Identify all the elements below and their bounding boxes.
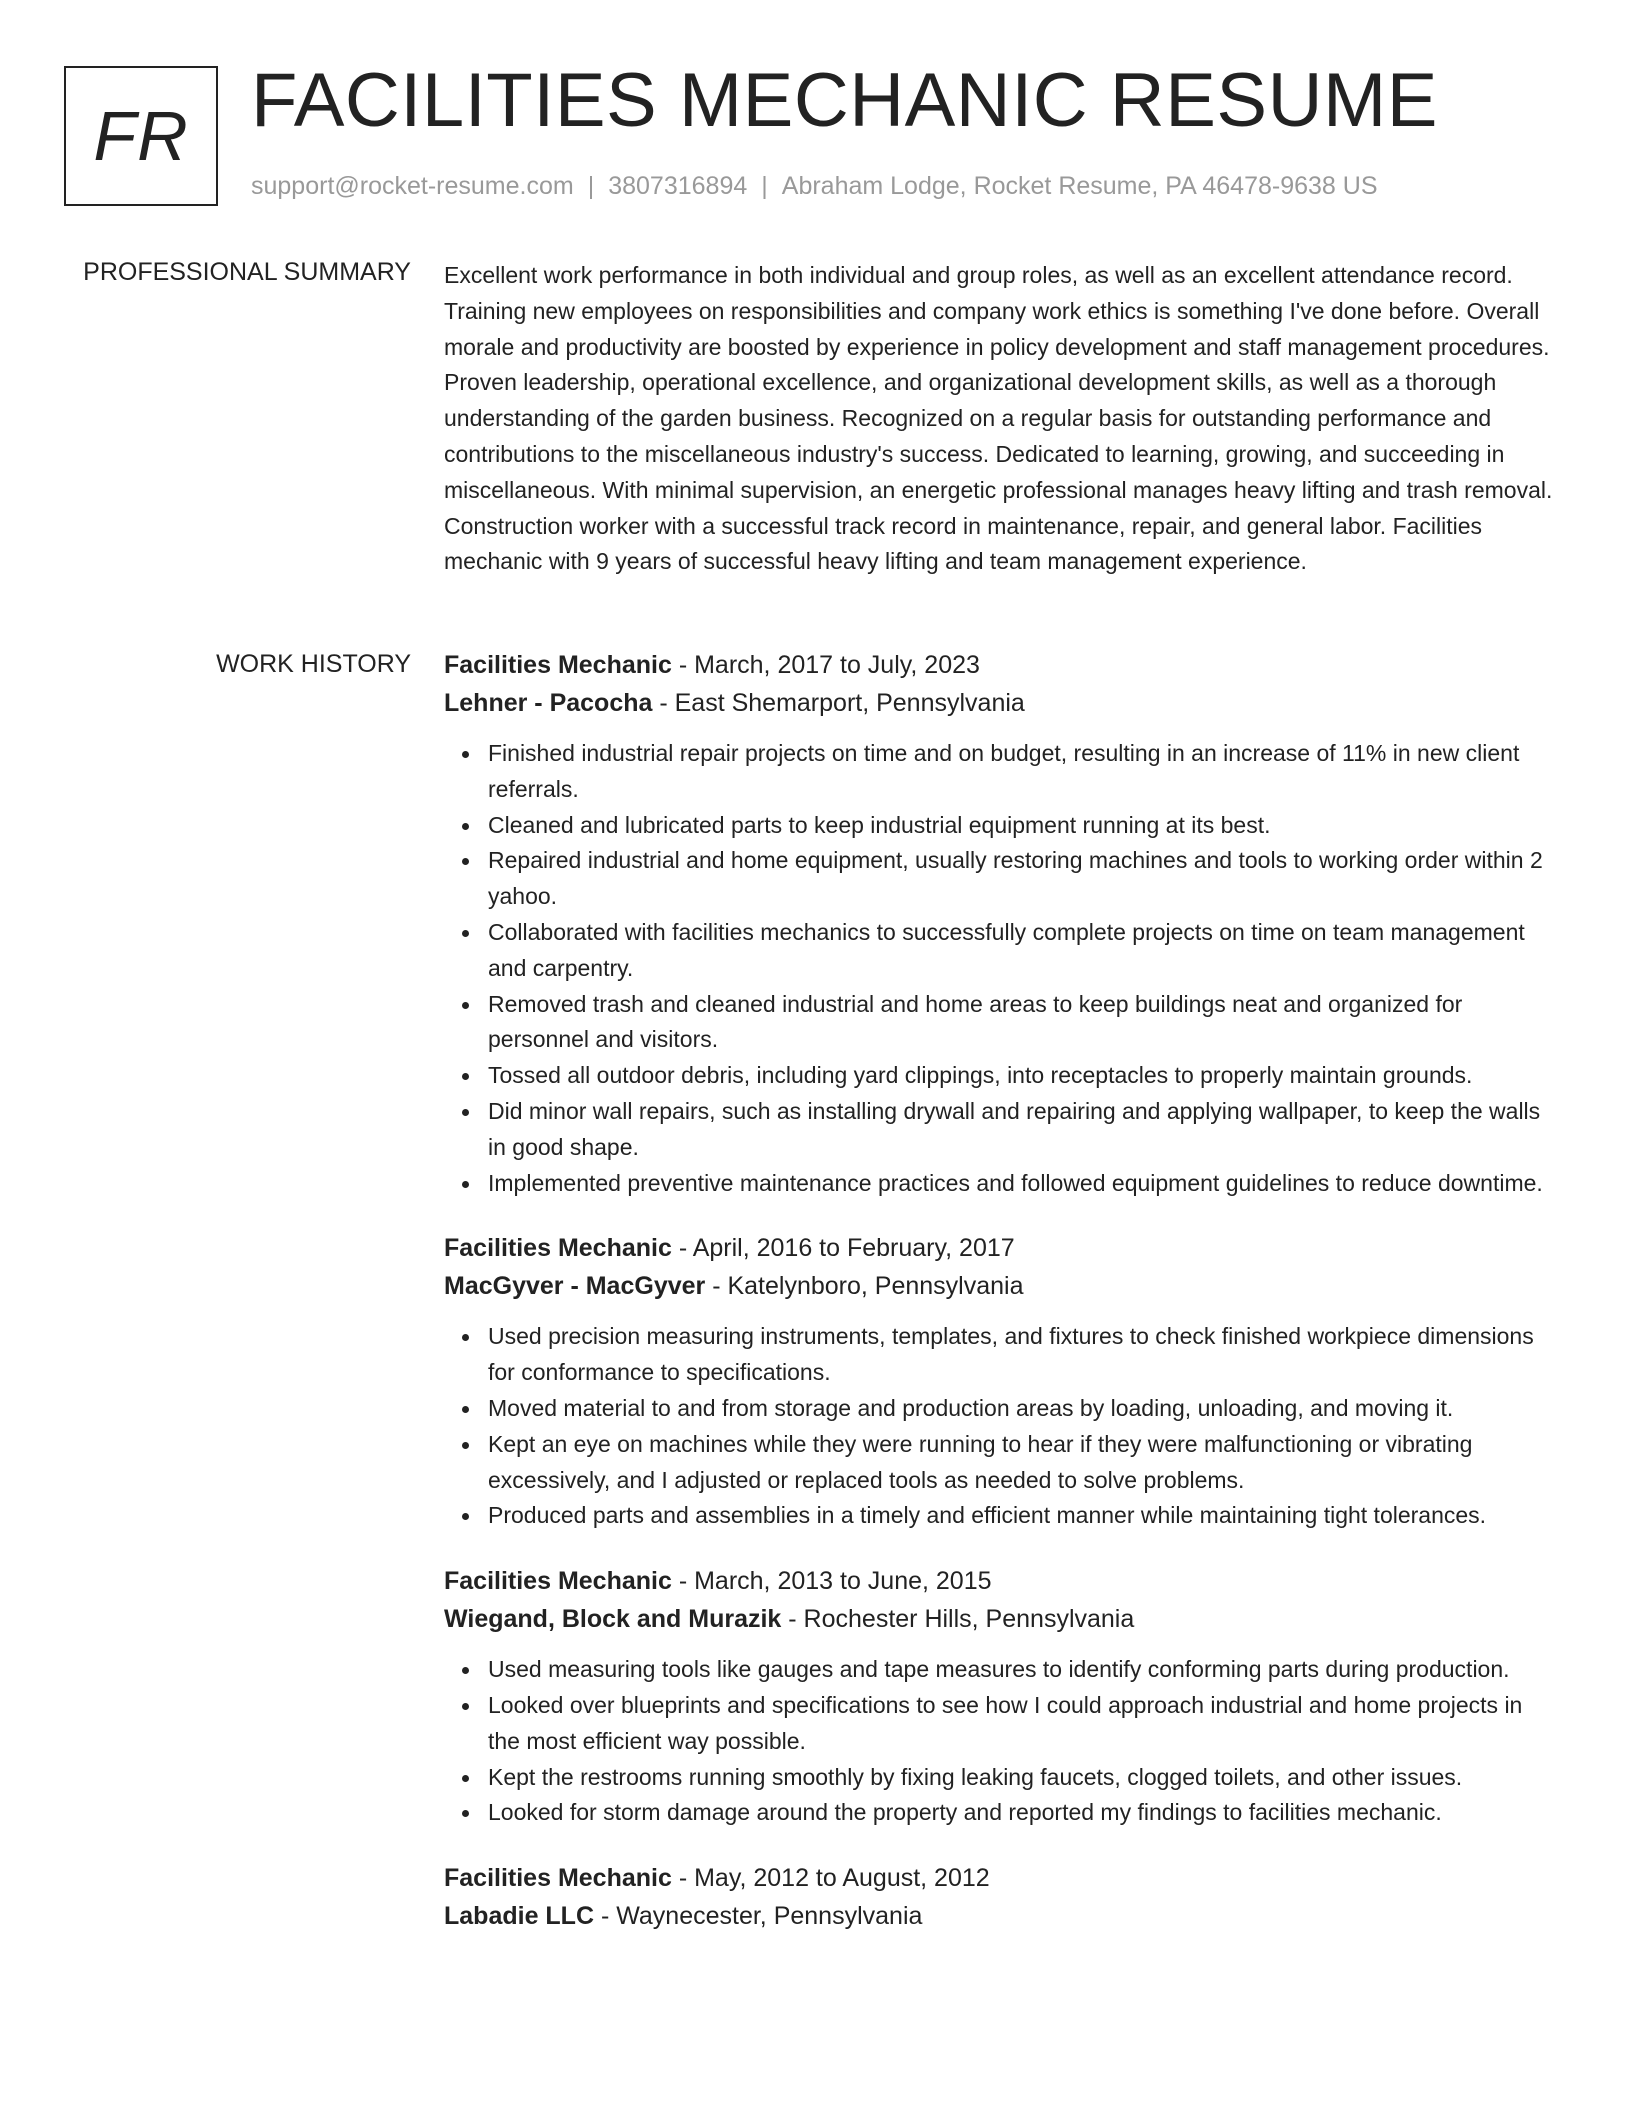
summary-section-label: PROFESSIONAL SUMMARY (83, 258, 411, 286)
job-bullet: Kept the restrooms running smoothly by fixing leaking faucets, clogged toilets, and other issues. (488, 1760, 1559, 1796)
job-title: Facilities Mechanic (444, 1864, 672, 1893)
contact-line (251, 172, 1378, 201)
job-bullet: Collaborated with facilities mechanics to successfully complete projects on time on team management and carpentry. (488, 915, 1559, 987)
job-bullet-list (444, 736, 1559, 1201)
job-title-line (444, 1562, 1559, 1600)
job-company: Wiegand, Block and Murazik (444, 1605, 782, 1634)
job-company-line (444, 684, 1559, 722)
job-title: Facilities Mechanic (444, 1234, 672, 1263)
job-location: - Rochester Hills, Pennsylvania (781, 1605, 1135, 1634)
job-bullet: Did minor wall repairs, such as installing drywall and repairing and applying wallpaper, to keep the walls in good shape. (488, 1094, 1559, 1166)
job-bullet: Looked for storm damage around the property and reported my findings to facilities mechanic. (488, 1795, 1559, 1831)
job-title-line (444, 1859, 1559, 1897)
monogram-box (64, 66, 218, 206)
job-bullet: Cleaned and lubricated parts to keep industrial equipment running at its best. (488, 808, 1559, 844)
contact-phone: 3807316894 (608, 172, 748, 200)
job-dates: - March, 2017 to July, 2023 (671, 651, 980, 679)
job-entry (444, 1229, 1559, 1534)
job-title-line (444, 646, 1559, 684)
job-bullet: Used measuring tools like gauges and tape measures to identify conforming parts during production. (488, 1652, 1559, 1688)
job-bullet: Produced parts and assemblies in a timely and efficient manner while maintaining tight tolerances. (488, 1498, 1559, 1534)
monogram-initials: FR (93, 97, 189, 175)
job-bullet: Implemented preventive maintenance practices and followed equipment guidelines to reduce downtime. (488, 1166, 1559, 1202)
job-company: Lehner - Pacocha (444, 689, 653, 717)
contact-separator: | (587, 172, 595, 200)
job-bullet: Moved material to and from storage and production areas by loading, unloading, and moving it. (488, 1391, 1559, 1427)
job-location: - East Shemarport, Pennsylvania (652, 689, 1025, 717)
job-entry (444, 1859, 1559, 1935)
job-title: Facilities Mechanic (444, 1567, 672, 1596)
contact-address: Abraham Lodge, Rocket Resume, PA 46478-9638 US (781, 172, 1378, 200)
job-company-line (444, 1897, 1559, 1935)
summary-section (444, 258, 1559, 580)
job-company: MacGyver - MacGyver (444, 1272, 706, 1301)
job-entry (444, 1562, 1559, 1831)
work-history-section-label: WORK HISTORY (216, 650, 411, 678)
work-history-section (444, 646, 1559, 1963)
contact-separator: | (761, 172, 768, 200)
job-title: Facilities Mechanic (444, 651, 672, 679)
job-dates: - May, 2012 to August, 2012 (671, 1864, 990, 1893)
job-location: - Waynecester, Pennsylvania (594, 1902, 923, 1931)
resume-title: FACILITIES MECHANIC RESUME (251, 58, 1438, 143)
job-dates: - March, 2013 to June, 2015 (671, 1567, 992, 1596)
job-location: - Katelynboro, Pennsylvania (705, 1272, 1024, 1301)
job-bullet: Kept an eye on machines while they were running to hear if they were malfunctioning or vibrating excessively, and I adjusted or replaced tools as needed to solve problems. (488, 1427, 1559, 1499)
job-title-line (444, 1229, 1559, 1267)
job-bullet: Looked over blueprints and specifications to see how I could approach industrial and home projects in the most efficient way possible. (488, 1688, 1559, 1760)
summary-text: Excellent work performance in both individual and group roles, as well as an excellent attendance record. Training new employees on responsibilities and company work ethics is something I've done before. Overall morale and productivity are boosted by experience in policy development and staff management procedures. Proven leadership, operational excellence, and organizational development skills, as well as a thorough understanding of the garden business. Recognized on a regular basis for outstanding performance and contributions to the miscellaneous industry's success. Dedicated to learning, growing, and succeeding in miscellaneous. With minimal supervision, an energetic professional manages heavy lifting and trash removal. Construction worker with a successful track record in maintenance, repair, and general labor. Facilities mechanic with 9 years of successful heavy lifting and team management experience. (444, 262, 1553, 575)
contact-email: support@rocket-resume.com (251, 172, 574, 200)
job-company: Labadie LLC (444, 1902, 595, 1931)
job-bullet-list (444, 1319, 1559, 1534)
job-bullet: Repaired industrial and home equipment, usually restoring machines and tools to working order within 2 yahoo. (488, 843, 1559, 915)
job-company-line (444, 1600, 1559, 1638)
job-bullet: Finished industrial repair projects on time and on budget, resulting in an increase of 11% in new client referrals. (488, 736, 1559, 808)
job-bullet: Used precision measuring instruments, templates, and fixtures to check finished workpiece dimensions for conformance to specifications. (488, 1319, 1559, 1391)
job-company-line (444, 1267, 1559, 1305)
job-dates: - April, 2016 to February, 2017 (671, 1234, 1015, 1263)
job-bullet-list (444, 1652, 1559, 1831)
job-bullet: Tossed all outdoor debris, including yard clippings, into receptacles to properly maintain grounds. (488, 1058, 1559, 1094)
job-entry (444, 646, 1559, 1201)
job-bullet: Removed trash and cleaned industrial and home areas to keep buildings neat and organized for personnel and visitors. (488, 987, 1559, 1059)
